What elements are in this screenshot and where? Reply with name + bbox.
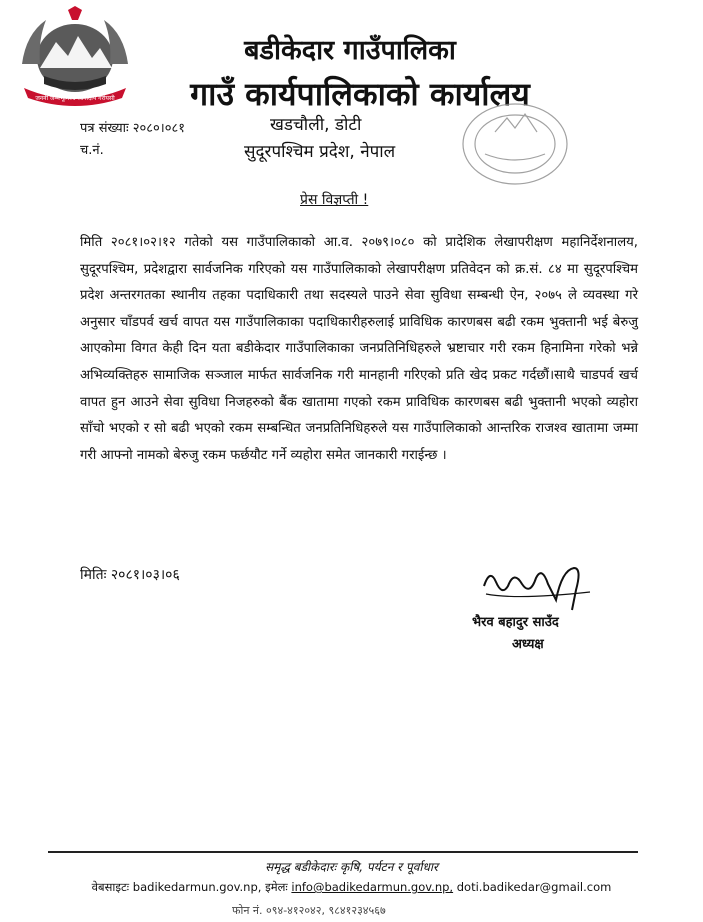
footer-contact (0, 880, 703, 895)
press-release-body: मिति २०८१।०२।१२ गतेको यस गाउँपालिकाको आ.व. २०७९।०८० को प्रादेशिक लेखापरीक्षण महानिर्देशनालय, सुदूरपश्चिम, प्रदेशद्वारा सार्वजनिक गरिएको यस गाउँपालिकाको लेखापरीक्षण प्रतिवेदन को क्र.सं. ८४ मा सुदूरपश्चिम प्रदेश अन्तरगतका स्थानीय तहका पदाधिकारी तथा सदस्यले पाउने सेवा सुविधा सम्बन्धी ऐन, २०७५ ले व्यवस्था गरे अनुसार चाँडपर्व खर्च वापत यस गाउँपालिकाका पदाधिकारीहरुलाई प्राविधिक कारणबस बढी रकम भुक्तानी भई बेरुजु आएकोमा विगत केही दिन यता बडीकेदार गाउँपालिकाका जनप्रतिनिधिहरुले भ्रष्टाचार गरी रकम हिनामिना गरेको भन्ने अभिव्यक्तिहरु सामाजिक सञ्जाल मार्फत सार्वजनिक गरी मानहानी गरिएको प्रति खेद प्रकट गर्दछौं।साथै चाडपर्व खर्च वापत हुन आउने सेवा सुविधा निजहरुको बैंक खातामा गएको रकम प्राविधिक कारणबस बढी भुक्तानी भएको व्यहोरा साँचो भएको र सो बढी भएको रकम सम्बन्धित जनप्रतिनिधिहरुले यस गाउँपालिकाको आन्तरिक राजश्व खातामा जम्मा गरी आफ्नो नामको बेरुजु रकम फर्छयौट गर्ने व्यहोरा समेत जानकारी गराईन्छ । (80, 235, 638, 463)
footer-slogan: समृद्ध बडीकेदारः कृषि, पर्यटन र पूर्वाधार (265, 860, 438, 874)
nepal-emblem-icon (16, 6, 134, 106)
email-link-secondary[interactable]: doti.badikedar@gmail.com (456, 880, 612, 894)
address-line-2: सुदूरपश्चिम प्रदेश, नेपाल (244, 142, 396, 162)
footer-divider (48, 851, 638, 853)
email-label: इमेलः (265, 880, 288, 894)
signature-icon (478, 560, 598, 616)
address-line-1: खडचौली, डोटी (270, 115, 362, 135)
website-link[interactable]: badikedarmun.gov.np, (132, 880, 262, 894)
footer-phone-cut: फोन नं. ०९४-४१२०४२, ९८४१२३४५६७ (232, 904, 386, 917)
org-name: बडीकेदार गाउँपालिका (244, 35, 456, 66)
svg-text:जननी जन्मभूमिश्च स्वर्गादपि गर: जननी जन्मभूमिश्च स्वर्गादपि गरीयसी (35, 95, 115, 102)
dispatch-number: च.नं. (80, 143, 104, 158)
website-label: वेबसाइटः (91, 880, 130, 894)
document-title: प्रेस विज्ञप्ती ! (300, 192, 369, 208)
office-seal-icon (455, 96, 575, 192)
signatory-title: अध्यक्ष (512, 637, 544, 652)
date-line: मितिः २०८१।०३।०६ (80, 567, 180, 583)
signatory-name: भैरव बहादुर साउँद (472, 615, 559, 630)
office-name: गाउँ कार्यपालिकाको कार्यालय (190, 75, 530, 113)
email-link-primary[interactable]: info@badikedarmun.gov.np, (291, 880, 454, 894)
letter-number: पत्र संख्याः २०८०।०८१ (80, 121, 185, 136)
